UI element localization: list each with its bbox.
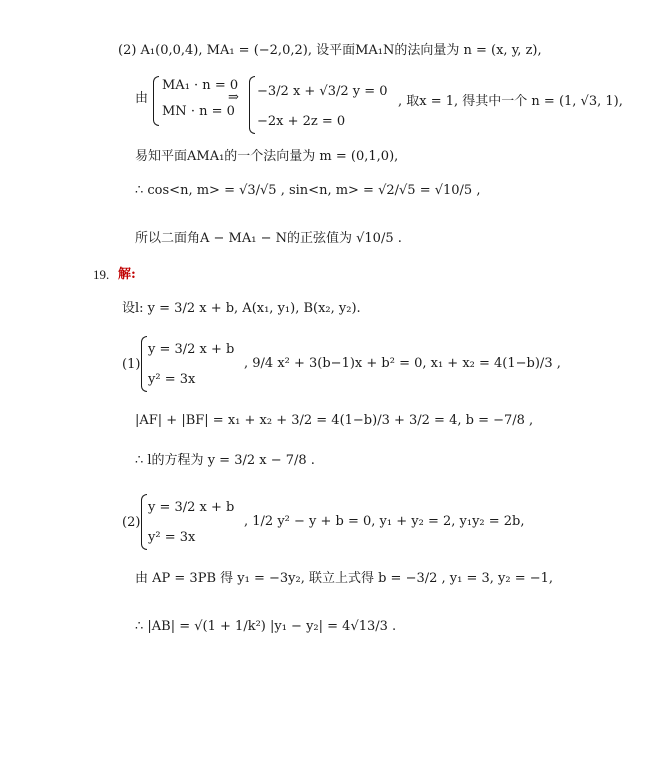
q18-system-result2: −2x + 2z = 0: [257, 114, 346, 129]
question-number: 19.: [93, 267, 110, 282]
q19-p2-system1: y = 3/2 x + b: [148, 500, 235, 515]
q18-system-prefix: 由: [135, 91, 149, 106]
q19-p2-tail: , 1/2 y² − y + b = 0, y₁ + y₂ = 2, y₁y₂ = 2b,: [244, 514, 525, 529]
q19-p1-system2: y² = 3x: [148, 372, 196, 387]
q19-setup: 设l: y = 3/2 x + b, A(x₁, y₁), B(x₂, y₂).: [122, 301, 361, 316]
q19-p1-system1: y = 3/2 x + b: [148, 342, 235, 357]
left-brace-icon: [249, 76, 255, 134]
q19-part2-label: (2): [122, 515, 141, 530]
q18-system-tail: , 取x = 1, 得其中一个 n = (1, √3, 1),: [398, 94, 623, 109]
q18-line3: 易知平面AMA₁的一个法向量为 m = (0,1,0),: [135, 149, 399, 164]
q18-line5: 所以二面角A − MA₁ − N的正弦值为 √10/5 .: [135, 231, 402, 246]
q18-line4: ∴ cos<n, m> = √3/√5 , sin<n, m> = √2/√5 = √10/5 ,: [135, 183, 481, 198]
q19-p2-line2: 由 AP = 3PB 得 y₁ = −3y₂, 联立上式得 b = −3/2 , y₁ = 3, y₂ = −1,: [135, 571, 554, 586]
left-brace-icon: [141, 336, 147, 392]
q19-part1-label: (1): [122, 357, 141, 372]
q19-p1-line3: ∴ l的方程为 y = 3/2 x − 7/8 .: [135, 453, 315, 468]
q18-part2-line1: (2) A₁(0,0,4), MA₁ = (−2,0,2), 设平面MA₁N的法向量为 n = (x, y, z),: [118, 43, 542, 58]
left-brace-icon: [153, 76, 159, 126]
q19-p1-line2: |AF| + |BF| = x₁ + x₂ + 3/2 = 4(1−b)/3 + 3/2 = 4, b = −7/8 ,: [135, 413, 534, 428]
solution-heading: 解:: [118, 267, 136, 282]
q18-system-eq2: MN · n = 0: [162, 104, 235, 119]
q19-p2-line3: ∴ |AB| = √(1 + 1/k²) |y₁ − y₂| = 4√13/3 .: [135, 619, 397, 634]
q19-p1-tail: , 9/4 x² + 3(b−1)x + b² = 0, x₁ + x₂ = 4(1−b)/3 ,: [244, 356, 561, 371]
q18-system-result1: −3/2 x + √3/2 y = 0: [257, 84, 388, 99]
q18-system-eq1: MA₁ · n = 0: [162, 78, 239, 93]
q19-p2-system2: y² = 3x: [148, 530, 196, 545]
implies-arrow-icon: ⇒: [228, 90, 239, 105]
left-brace-icon: [141, 494, 147, 550]
